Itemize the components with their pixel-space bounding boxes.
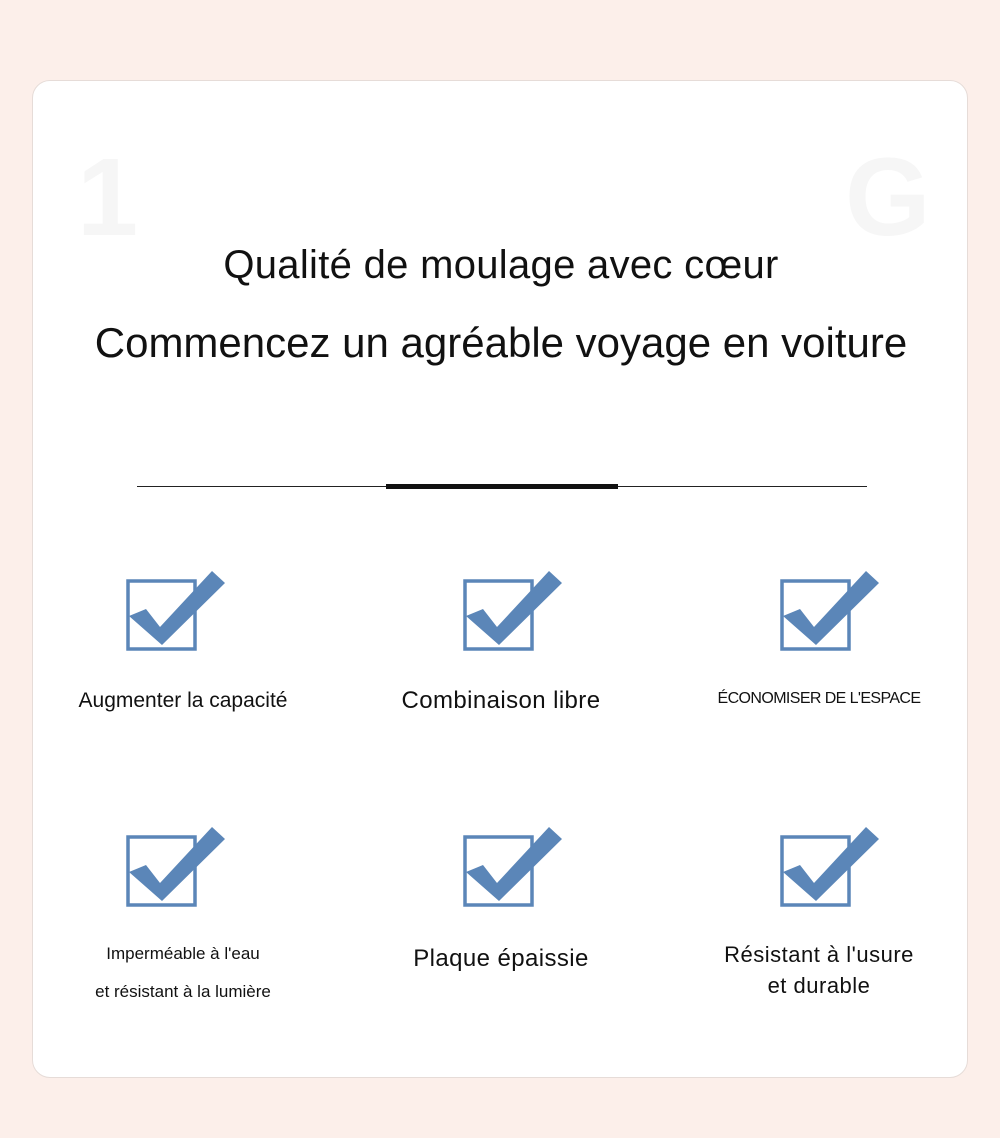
checkbox-checked-icon <box>463 571 563 653</box>
feature-label: Augmenter la capacité <box>78 689 288 712</box>
feature-label: Plaque épaissie <box>413 945 589 972</box>
checkbox-checked-icon <box>780 827 880 909</box>
checkbox-checked-icon <box>126 571 226 653</box>
feature-label: Résistant à l'usure et durable <box>724 942 914 998</box>
ghost-letter-right: G <box>845 136 931 259</box>
divider-accent <box>386 484 618 489</box>
checkbox-checked-icon <box>463 827 563 909</box>
feature-card <box>32 80 968 1078</box>
checkbox-checked-icon <box>780 571 880 653</box>
checkbox-checked-icon <box>126 827 226 909</box>
feature-label: ÉCONOMISER DE L'ESPACE <box>717 690 921 707</box>
feature-label: Combinaison libre <box>401 687 601 714</box>
headline-line-1: Qualité de moulage avec cœur <box>223 243 779 287</box>
feature-label: Imperméable à l'eau et résistant à la lumière <box>95 944 271 1001</box>
ghost-letter-left: 1 <box>77 136 139 259</box>
headline-line-2: Commencez un agréable voyage en voiture <box>94 319 908 366</box>
